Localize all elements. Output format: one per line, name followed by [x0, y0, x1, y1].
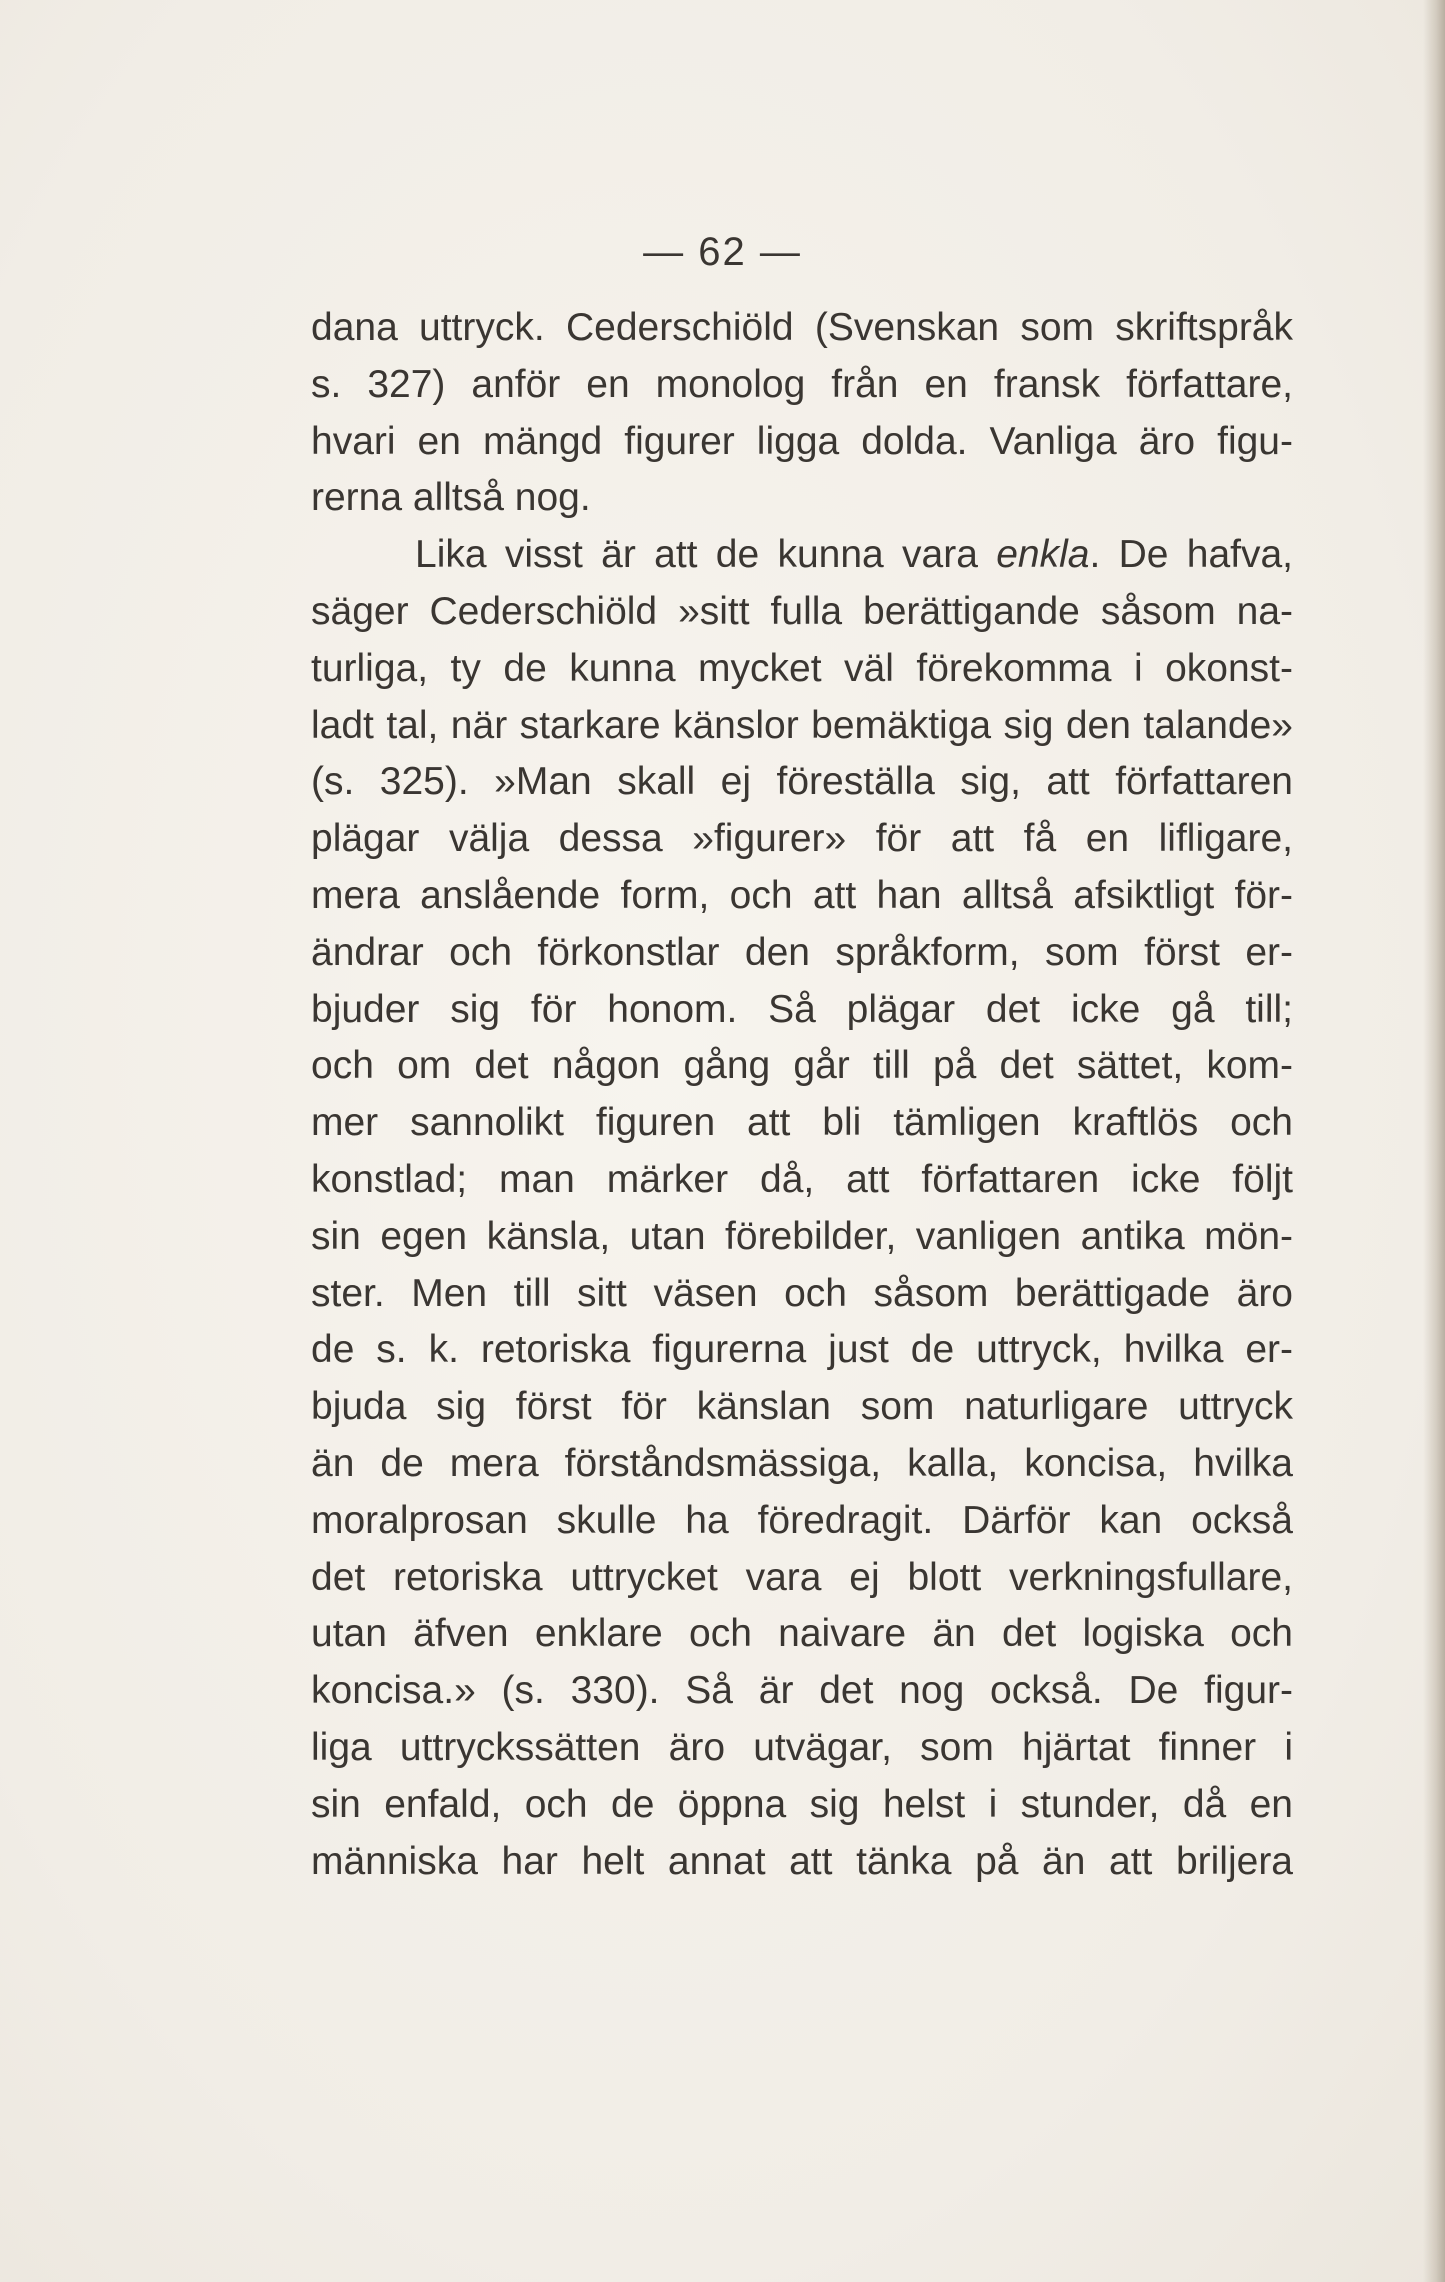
text-line-22: moralprosan skulle ha föredragit. Därför kan också — [311, 1498, 1293, 1542]
text-line-20: bjuda sig först för känslan som naturligare uttryck — [311, 1385, 1293, 1429]
text-line-17: sin egen känsla, utan förebilder, vanligen antika mön- — [311, 1214, 1293, 1258]
text-line-24: utan äfven enklare och naivare än det logiska och — [311, 1612, 1293, 1656]
emphasized-word: enkla — [996, 533, 1090, 577]
text-line-1: dana uttryck. Cederschiöld (Svenskan som skriftspråk — [311, 306, 1293, 349]
text-line-6: säger Cederschiöld »sitt fulla berättigande såsom na- — [311, 589, 1293, 633]
text-line-8: ladt tal, när starkare känslor bemäktiga sig den talande» — [311, 703, 1293, 747]
text-line-5-end: . De hafva, — [1089, 533, 1293, 577]
text-line-14: och om det någon gång går till på det sättet, kom- — [311, 1044, 1293, 1088]
text-line-15: mer sannolikt figuren att bli tämligen kraftlös och — [311, 1101, 1293, 1145]
text-line-10: plägar välja dessa »figurer» för att få en lifligare, — [311, 817, 1293, 861]
text-line-5-start: Lika visst är att de kunna vara — [415, 533, 997, 577]
body-text — [311, 300, 1293, 1890]
text-line-19: de s. k. retoriska figurerna just de uttryck, hvilka er- — [311, 1328, 1293, 1372]
text-line-25: koncisa.» (s. 330). Så är det nog också. De figur- — [311, 1669, 1293, 1713]
text-line-23: det retoriska uttrycket vara ej blott verkningsfullare, — [311, 1555, 1293, 1599]
text-line-27: sin enfald, och de öppna sig helst i stunder, då en — [311, 1782, 1293, 1826]
text-line-18: ster. Men till sitt väsen och såsom berättigade äro — [311, 1271, 1293, 1315]
text-line-3: hvari en mängd figurer ligga dolda. Vanliga äro figu- — [311, 419, 1293, 463]
text-line-13: bjuder sig för honom. Så plägar det icke gå till; — [311, 987, 1293, 1031]
text-line-12: ändrar och förkonstlar den språkform, som först er- — [311, 930, 1293, 974]
text-line-16: konstlad; man märker då, att författaren icke följt — [311, 1157, 1293, 1201]
text-line-11: mera anslående form, och att han alltså afsiktligt för- — [311, 873, 1293, 917]
text-line-7: turliga, ty de kunna mycket väl förekomma i okonst- — [311, 646, 1293, 690]
text-line-28: människa har helt annat att tänka på än att briljera — [311, 1839, 1293, 1883]
text-line-4: rerna alltså nog. — [311, 476, 591, 520]
page-number: — 62 — — [643, 230, 802, 274]
text-line-9: (s. 325). »Man skall ej föreställa sig, att författaren — [311, 760, 1293, 804]
page-edge-shadow — [1423, 0, 1445, 2282]
text-line-5 — [311, 527, 1293, 584]
text-line-2: s. 327) anför en monolog från en fransk författare, — [311, 362, 1293, 406]
text-line-26: liga uttryckssätten äro utvägar, som hjärtat finner i — [311, 1725, 1293, 1769]
text-line-21: än de mera förståndsmässiga, kalla, koncisa, hvilka — [311, 1441, 1293, 1485]
